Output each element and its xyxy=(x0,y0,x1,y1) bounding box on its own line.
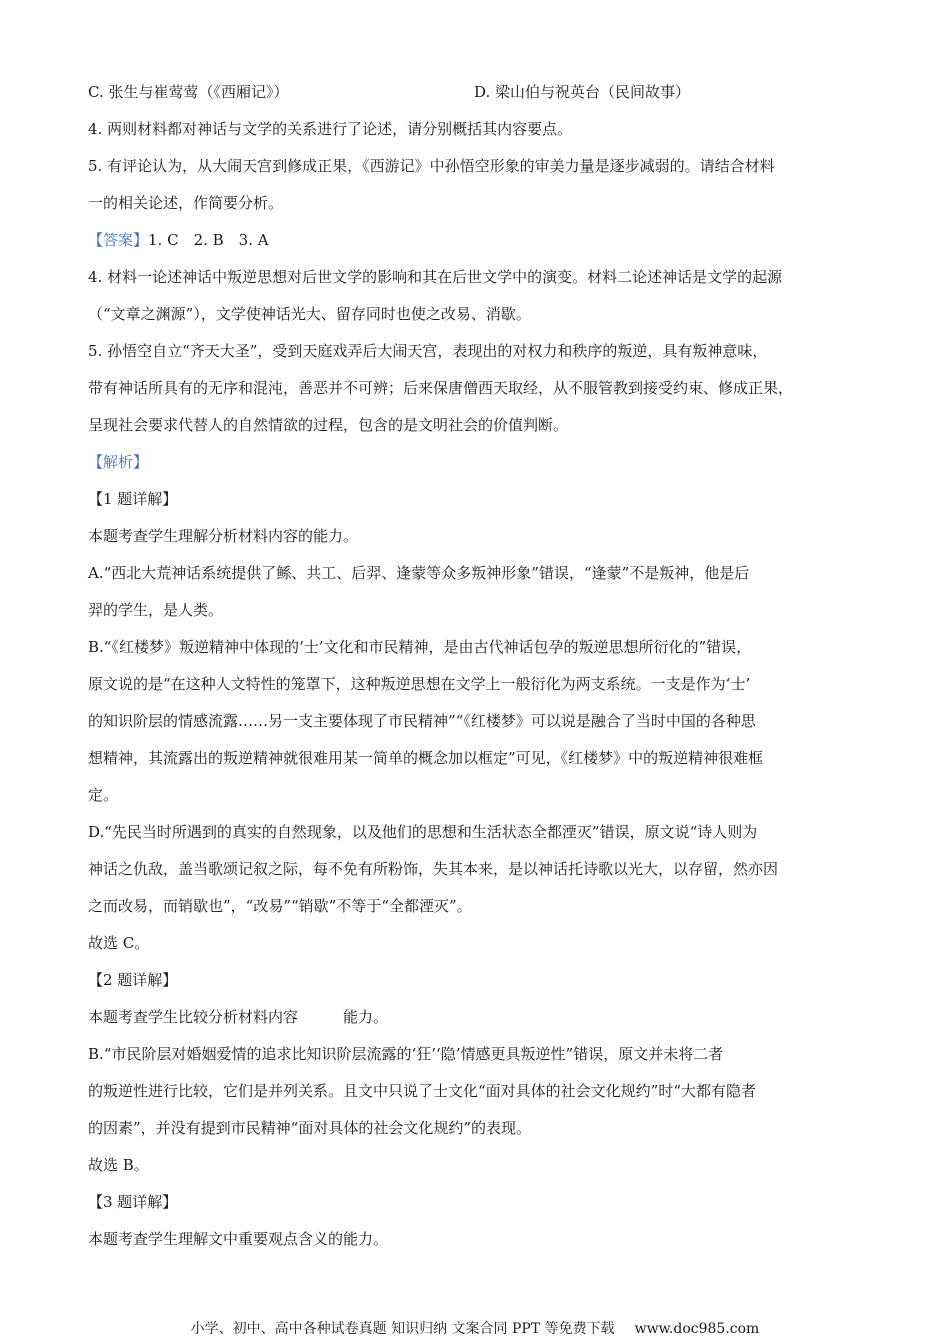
answer-choices: 1. C 2. B 3. A xyxy=(148,231,269,249)
option-d: D. 梁山伯与祝英台（民间故事） xyxy=(474,83,691,101)
analysis-line xyxy=(88,444,878,481)
answer-tag: 【答案】 xyxy=(88,231,149,249)
answer-text-line: （“文章之渊源”），文学使神话光大、留存同时也使之改易、消歇。 xyxy=(88,305,531,323)
analysis-text-line: 故选 C。 xyxy=(88,934,150,952)
answer-text-line: 5. 孙悟空自立“齐天大圣”，受到天庭戏弄后大闹天宫，表现出的对权力和秩序的叛逆，具有叛神意味， xyxy=(88,342,768,360)
analysis-tag: 【解析】 xyxy=(88,453,149,471)
question-4: 4. 两则材料都对神话与文学的关系进行了论述，请分别概括其内容要点。 xyxy=(88,120,573,138)
question-5-line-1: 5. 有评论认为，从大闹天宫到修成正果，《西游记》中孙悟空形象的审美力量是逐步减弱的。请结合材料 xyxy=(88,157,775,175)
footer-url[interactable]: www.doc985.com xyxy=(634,1321,760,1337)
answer-text-line: 4. 材料一论述神话中叛逆思想对后世文学的影响和其在后世文学中的演变。材料二论述神话是文学的起源 xyxy=(88,268,783,286)
analysis-text-line: B.“《红楼梦》叛逆精神中体现的‘士’文化和市民精神，是由古代神话包孕的叛逆思想所衍化的”错误， xyxy=(88,638,752,656)
analysis-text-line: 【1 题详解】 xyxy=(88,490,178,508)
analysis-text-line: 羿的学生，是人类。 xyxy=(88,601,224,619)
analysis-text-line: B.“市民阶层对婚姻爱情的追求比知识阶层流露的‘狂’‘隐’情感更具叛逆性”错误，原文并未将二者 xyxy=(88,1045,724,1063)
analysis-text-line: 故选 B。 xyxy=(88,1156,149,1174)
analysis-text-line: 本题考查学生比较分析材料内容 能力。 xyxy=(88,1008,389,1026)
analysis-text-line: 原文说的是“在这种人文特性的笼罩下，这种叛逆思想在文学上一般衍化为两支系统。一支是作为‘士’ xyxy=(88,675,751,693)
analysis-text-line: 【3 题详解】 xyxy=(88,1193,178,1211)
analysis-text-line: 的知识阶层的情感流露……另一支主要体现了市民精神”“《红楼梦》可以说是融合了当时中国的各种思 xyxy=(88,712,756,730)
footer-text: 小学、初中、高中各种试卷真题 知识归纳 文案合同 PPT 等免费下载 xyxy=(190,1321,615,1337)
analysis-text-line: D.“先民当时所遇到的真实的自然现象，以及他们的思想和生活状态全都湮灭”错误，原文说“诗人则为 xyxy=(88,823,758,841)
analysis-text-line: 的因素”，并没有提到市民精神“面对具体的社会文化规约”的表现。 xyxy=(88,1119,532,1137)
analysis-text-line: 想精神，其流露出的叛逆精神就很难用某一简单的概念加以框定”可见，《红楼梦》中的叛逆精神很难框 xyxy=(88,749,764,767)
answer-text-line: 带有神话所具有的无序和混沌，善恶并不可辨；后来保唐僧西天取经，从不服管教到接受约束、修成正果， xyxy=(88,379,794,397)
option-c: C. 张生与崔莺莺（《西厢记》） xyxy=(88,83,289,101)
analysis-text-line: 之而改易，而销歇也”，“改易”“销歇”不等于“全都湮灭”。 xyxy=(88,897,472,915)
analysis-text-line: 神话之仇敌，盖当歌颂记叙之际，每不免有所粉饰，失其本来，是以神话托诗歌以光大，以存留，然亦因 xyxy=(88,860,779,878)
options-row xyxy=(88,74,878,111)
analysis-text-line: 本题考查学生理解文中重要观点含义的能力。 xyxy=(88,1230,389,1248)
page-footer xyxy=(0,1318,950,1338)
answer-text-line: 呈现社会要求代替人的自然情欲的过程，包含的是文明社会的价值判断。 xyxy=(88,416,569,434)
analysis-text-line: 的叛逆性进行比较，它们是并列关系。且文中只说了士文化“面对具体的社会文化规约”时“大都有隐者 xyxy=(88,1082,757,1100)
document-body xyxy=(88,74,878,1258)
analysis-text-line: 本题考查学生理解分析材料内容的能力。 xyxy=(88,527,359,545)
answer-line xyxy=(88,222,878,259)
analysis-text-line: A.“西北大荒神话系统提供了鲧、共工、后羿、逢蒙等众多叛神形象”错误，“逢蒙”不是叛神，他是后 xyxy=(88,564,750,582)
analysis-text-line: 定。 xyxy=(88,786,119,804)
analysis-text-line: 【2 题详解】 xyxy=(88,971,178,989)
question-5-line-2: 一的相关论述，作简要分析。 xyxy=(88,194,284,212)
